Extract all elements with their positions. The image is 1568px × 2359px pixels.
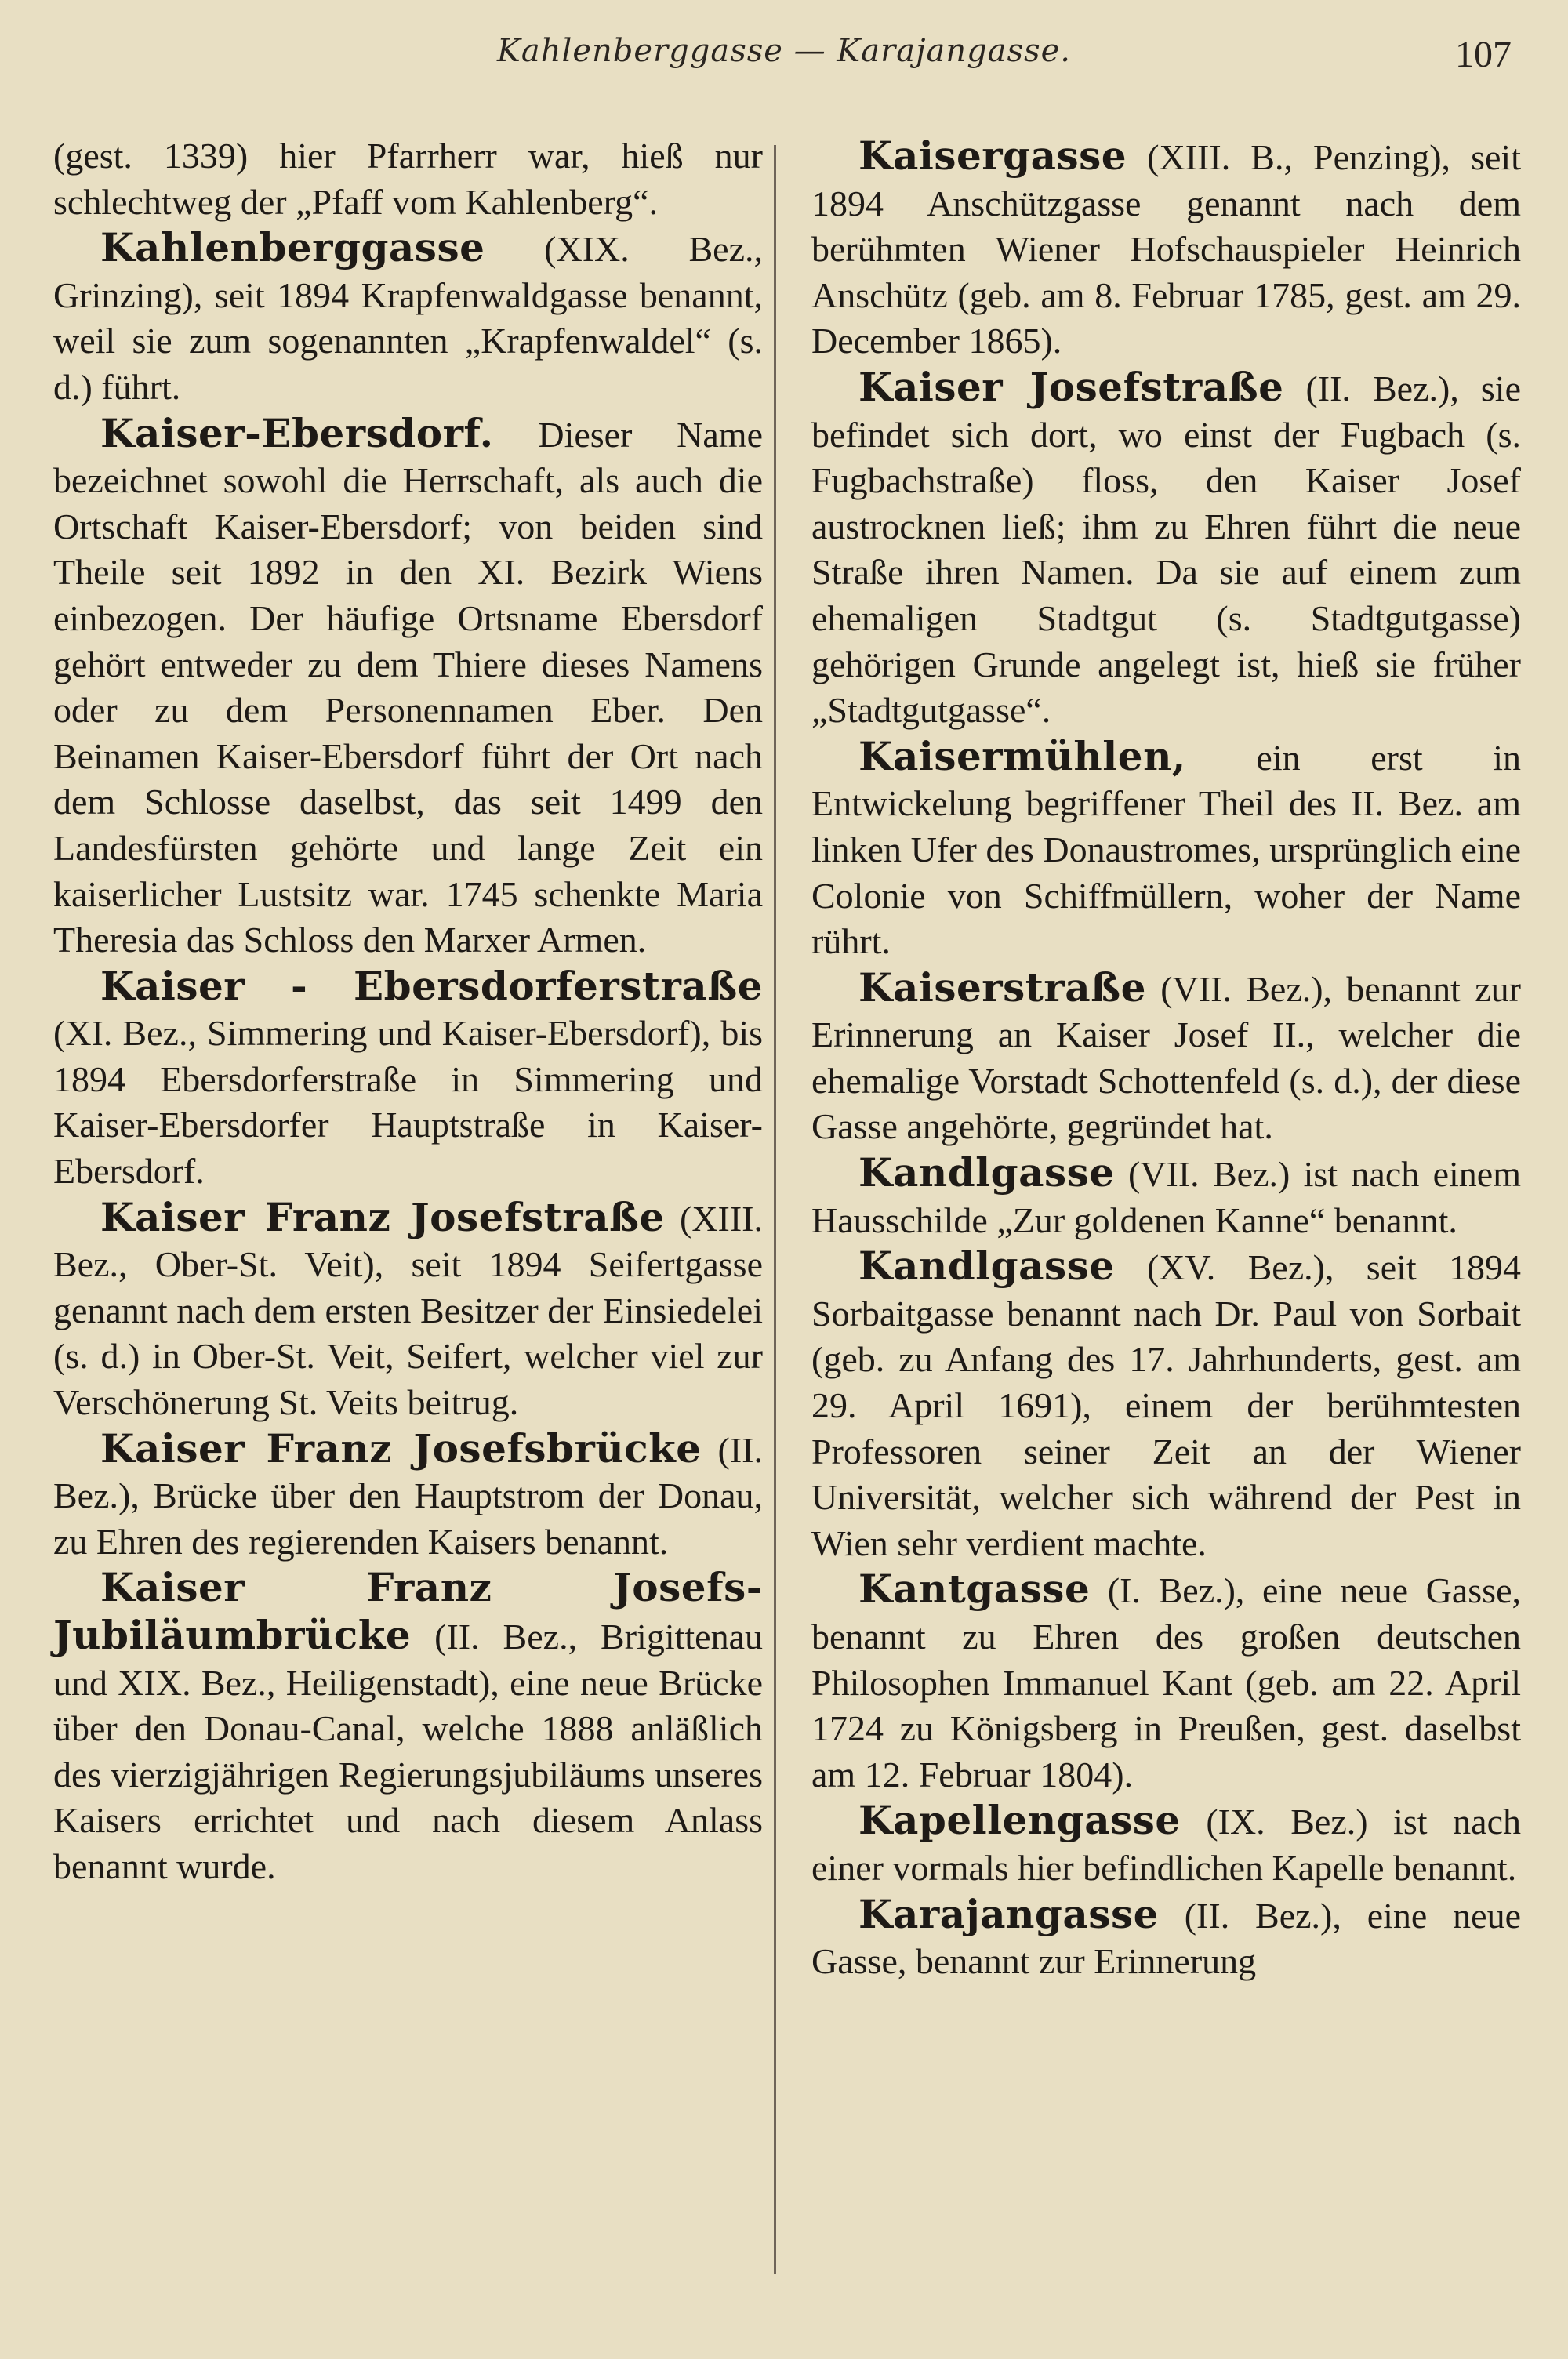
entry-headword: Kaiser Franz Josefs-Jubiläumbrücke — [53, 1564, 763, 1658]
entry-text: (IX. Bez.) ist nach einer vormals hier befindlichen Kapelle benannt. — [811, 1802, 1521, 1888]
entry-kandlgasse-vii — [811, 1150, 1521, 1243]
entry-text: (II. Bez.), eine neue Gasse, benannt zur Erinnerung — [811, 1895, 1521, 1982]
running-title: Kahlenberggasse — Karajangasse. — [497, 33, 1071, 69]
entry-text: (I. Bez.), eine neue Gasse, benannt zu Ehren des großen deutschen Philosophen Immanuel Kant (geb. am 22. April 1724 zu Königsberg in Preußen, gest. daselbst am 12. Februar 1804). — [811, 1570, 1521, 1795]
entry-kaiser-franz-josefs-jubilaeumbruecke — [53, 1565, 763, 1889]
entry-kahlenberggasse — [53, 225, 763, 410]
entry-kandlgasse-xv — [811, 1243, 1521, 1566]
entry-kaiser-franz-josefsbruecke — [53, 1426, 763, 1566]
entry-kantgasse — [811, 1566, 1521, 1798]
entry-headword: Kaisergasse — [858, 132, 1127, 179]
entry-text: (XIII. B., Penzing), seit 1894 Anschützgasse genannt nach dem berühmten Wiener Hofschauspieler Heinrich Anschütz (geb. am 8. Februar 1785, gest. am 29. December 1865). — [811, 137, 1521, 361]
entry-headword: Kaiser-Ebersdorf. — [100, 409, 494, 456]
entry-text: (XI. Bez., Simmering und Kaiser-Ebersdorf), bis 1894 Ebersdorferstraße in Simmering und Kaiser-Ebersdorfer Hauptstraße in Kaiser-Ebersdorf. — [53, 1013, 763, 1192]
entry-headword: Kapellengasse — [858, 1797, 1181, 1844]
entry-headword: Kandlgasse — [858, 1149, 1115, 1196]
entry-text: ein erst in Entwickelung begriffener Theil des II. Bez. am linken Ufer des Donaustromes, ursprünglich eine Colonie von Schiffmüllern, woher der Name rührt. — [811, 737, 1521, 962]
entry-text: (XIII. Bez., Ober-St. Veit), seit 1894 Seifertgasse genannt nach dem ersten Besitzer der Einsiedelei (s. d.) in Ober-St. Veit, Seifert, welcher viel zur Verschönerung St. Veits beitrug. — [53, 1198, 763, 1423]
entry-kaiser-ebersdorferstrasse — [53, 964, 763, 1195]
left-column — [53, 133, 763, 1890]
entry-text: (II. Bez.), Brücke über den Hauptstrom der Donau, zu Ehren des regierenden Kaisers benannt. — [53, 1429, 763, 1562]
entry-text: (II. Bez.), sie befindet sich dort, wo einst der Fugbach (s. Fugbachstraße) floss, den Kaiser Josef austrocknen ließ; ihm zu Ehren führt die neue Straße ihren Namen. Da sie auf einem zum ehemaligen Stadtgut (s. Stadtgutgasse) gehörigen Grunde angelegt ist, hieß sie früher „Stadtgutgasse“. — [811, 368, 1522, 731]
entry-headword: Kandlgasse — [858, 1243, 1115, 1290]
entry-headword: Kaisermühlen, — [858, 732, 1186, 779]
entry-headword: Karajangasse — [858, 1890, 1159, 1937]
entry-kaisergasse — [811, 133, 1521, 365]
entry-headword: Kaiser Josefstraße — [858, 363, 1284, 410]
entry-headword: Kaiserstraße — [858, 964, 1146, 1011]
entry-headword: Kaiser - Ebersdorferstraße — [100, 962, 763, 1009]
entry-headword: Kaiser Franz Josefstraße — [100, 1193, 665, 1240]
entry-kapellengasse — [811, 1798, 1521, 1891]
entry-headword: Kahlenberggasse — [100, 224, 485, 271]
entry-kaisermuehlen — [811, 734, 1521, 965]
entry-headword: Kaiser Franz Josefsbrücke — [100, 1424, 702, 1472]
entry-headword: Kantgasse — [858, 1566, 1091, 1613]
entry-kaiser-josefstrasse — [811, 365, 1521, 734]
entry-text: (gest. 1339) hier Pfarrherr war, hieß nur schlechtweg der „Pfaff vom Kahlenberg“. — [53, 136, 763, 222]
entry-karajangasse — [811, 1892, 1521, 1985]
entry-text: (XV. Bez.), seit 1894 Sorbaitgasse benannt nach Dr. Paul von Sorbait (geb. zu Anfang des 17. Jahrhunderts, gest. am 29. April 1691), einem der berühmtesten Professoren seiner Zeit an der Wiener Universität, welcher sich während der Pest in Wien sehr verdient machte. — [811, 1247, 1521, 1563]
entry-text: (VII. Bez.), benannt zur Erinnerung an Kaiser Josef II., welcher die ehemalige Vorstadt Schottenfeld (s. d.), der diese Gasse angehörte, gegründet hat. — [811, 968, 1521, 1147]
entry-text: Dieser Name bezeichnet sowohl die Herrschaft, als auch die Ortschaft Kaiser-Ebersdorf; von beiden sind Theile seit 1892 in den XI. Bezirk Wiens einbezogen. Der häufige Ortsname Ebersdorf gehört entweder zu dem Thiere dieses Namens oder zu dem Personennamen Eber. Den Beinamen Kaiser-Ebersdorf führt der Ort nach dem Schlosse daselbst, das seit 1499 den Landesfürsten gehörte und lange Zeit ein kaiserlicher Lustsitz war. 1745 schenkte Maria Theresia das Schloss den Marxer Armen. — [53, 414, 763, 960]
right-column — [811, 133, 1521, 1985]
running-header — [0, 33, 1568, 80]
entry-continuation — [53, 133, 763, 225]
entry-text: (XIX. Bez., Grinzing), seit 1894 Krapfenwaldgasse benannt, weil sie zum sogenannten „Krapfenwaldel“ (s. d.) führt. — [53, 229, 763, 407]
column-divider — [774, 145, 776, 2274]
entry-text: (VII. Bez.) ist nach einem Hausschilde „Zur goldenen Kanne“ benannt. — [811, 1154, 1521, 1240]
entry-kaiserstrasse — [811, 965, 1521, 1150]
page-number: 107 — [1455, 34, 1512, 75]
entry-kaiser-ebersdorf — [53, 411, 763, 964]
entry-text: (II. Bez., Brigittenau und XIX. Bez., Heiligenstadt), eine neue Brücke über den Donau-Canal, welche 1888 anläßlich des vierzigjährigen Regierungsjubiläums unseres Kaisers errichtet und nach diesem Anlass benannt wurde. — [53, 1617, 763, 1886]
entry-kaiser-franz-josefstrasse — [53, 1195, 763, 1426]
